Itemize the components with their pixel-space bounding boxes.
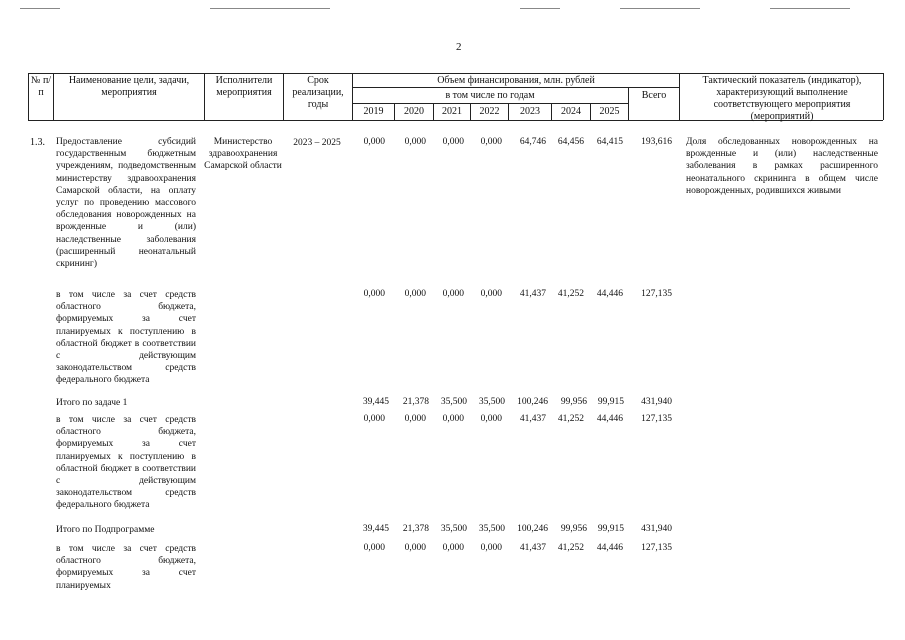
col-border [679, 73, 680, 120]
header-col-total: Всего [641, 90, 667, 101]
col-border [204, 73, 205, 120]
header-col-by-years: в том числе по годам [445, 90, 535, 101]
row-value-2022: 35,500 [478, 397, 505, 407]
header-year: 2024 [561, 106, 581, 117]
funding-header-divider [352, 87, 679, 88]
row-value-2025: 44,446 [596, 543, 623, 553]
page-number: 2 [456, 41, 462, 53]
row-total: 127,135 [641, 414, 672, 424]
col-border [53, 73, 54, 120]
row-value-2019: 0,000 [363, 137, 385, 147]
row-value-2025: 64,415 [596, 137, 623, 147]
row-value-2020: 0,000 [404, 414, 426, 424]
header-col-name: Наименование цели, задачи, мероприятия [68, 75, 190, 98]
row-total: 193,616 [641, 137, 672, 147]
header-year: 2021 [442, 106, 462, 117]
row-value-2020: 0,000 [404, 137, 426, 147]
scan-artifact [20, 8, 60, 9]
row-value-2025: 44,446 [596, 414, 623, 424]
header-col-executors: Исполнители мероприятия [215, 75, 273, 98]
row-value-2022: 0,000 [480, 137, 502, 147]
row-value-2021: 0,000 [442, 414, 464, 424]
row-value-2019: 0,000 [363, 543, 385, 553]
row-value-2021: 35,500 [440, 397, 467, 407]
row-value-2024: 41,252 [557, 543, 584, 553]
header-year: 2022 [479, 106, 500, 117]
row-executor: Министерство здравоохранения Самарской области [204, 137, 282, 172]
row-value-2022: 35,500 [478, 524, 505, 534]
row-value-2023: 41,437 [519, 414, 546, 424]
row-value-2024: 41,252 [557, 289, 584, 299]
row-name: Итого по Подпрограмме [56, 525, 155, 535]
header-col-indicator: Тактический показатель (индикатор), характеризующий выполнение соответствующего мероприятия (мероприятий) [702, 75, 862, 122]
row-name: в том числе за счет средств областного бюджета, формируемых за счет планируемых [56, 544, 196, 591]
row-value-2019: 39,445 [362, 397, 389, 407]
row-value-2023: 100,246 [517, 524, 548, 534]
row-indicator: Доля обследованных новорожденных на врожденные и (или) наследственные заболевания в рамках расширенного неонатального скрининга в общем числе новорожденных, родившихся живыми [686, 137, 878, 196]
row-value-2021: 0,000 [442, 543, 464, 553]
row-value-2022: 0,000 [480, 289, 502, 299]
row-name: в том числе за счет средств областного бюджета, формируемых за счет планируемых к поступлению в областной бюджет в соответствии с действующим законодательством средств федерального бюджета [56, 290, 196, 386]
header-col-funding: Объем финансирования, млн. рублей [437, 75, 595, 86]
row-value-2019: 39,445 [362, 524, 389, 534]
table-top-border [28, 73, 883, 74]
header-col-term: Срок реализации, годы [292, 75, 344, 110]
col-border [628, 87, 629, 120]
row-value-2025: 44,446 [596, 289, 623, 299]
row-value-2021: 0,000 [442, 289, 464, 299]
row-value-2020: 0,000 [404, 289, 426, 299]
row-total: 127,135 [641, 543, 672, 553]
scan-artifact [620, 8, 700, 9]
scan-artifact [210, 8, 330, 9]
row-value-2023: 41,437 [519, 289, 546, 299]
row-name: в том числе за счет средств областного бюджета, формируемых за счет планируемых к поступлению в областной бюджет в соответствии с действующим законодательством средств федерального бюджета [56, 415, 196, 511]
col-border [883, 73, 884, 120]
header-col-no: № п/п [30, 75, 52, 98]
row-value-2019: 0,000 [363, 414, 385, 424]
row-number: 1.3. [30, 137, 45, 148]
scan-artifact [520, 8, 560, 9]
row-value-2020: 21,378 [402, 524, 429, 534]
row-total: 431,940 [641, 397, 672, 407]
scan-artifact [770, 8, 850, 9]
row-value-2021: 0,000 [442, 137, 464, 147]
row-value-2020: 0,000 [404, 543, 426, 553]
row-value-2022: 0,000 [480, 543, 502, 553]
row-name: Предоставление субсидий государственным бюджетным учреждениям, подведомственным министерству здравоохранения Самарской области, на оплату услуг по проведению массового обследования новорожденных на врожденные и (или) наследственные заболевания (расширенный неонатальный скрининг) [56, 137, 196, 270]
row-value-2023: 41,437 [519, 543, 546, 553]
row-value-2023: 100,246 [517, 397, 548, 407]
row-value-2023: 64,746 [519, 137, 546, 147]
header-year: 2023 [520, 106, 540, 117]
row-value-2019: 0,000 [363, 289, 385, 299]
row-value-2024: 41,252 [557, 414, 584, 424]
row-value-2024: 99,956 [560, 524, 587, 534]
col-border [283, 73, 284, 120]
row-value-2021: 35,500 [440, 524, 467, 534]
row-value-2020: 21,378 [402, 397, 429, 407]
row-value-2025: 99,915 [597, 524, 624, 534]
header-year: 2025 [599, 106, 620, 117]
row-value-2024: 99,956 [560, 397, 587, 407]
row-total: 127,135 [641, 289, 672, 299]
row-value-2024: 64,456 [557, 137, 584, 147]
header-year: 2019 [363, 106, 384, 117]
row-name: Итого по задаче 1 [56, 398, 128, 408]
row-value-2022: 0,000 [480, 414, 502, 424]
row-value-2025: 99,915 [597, 397, 624, 407]
header-year: 2020 [404, 106, 424, 117]
row-total: 431,940 [641, 524, 672, 534]
row-term: 2023 – 2025 [293, 138, 341, 148]
